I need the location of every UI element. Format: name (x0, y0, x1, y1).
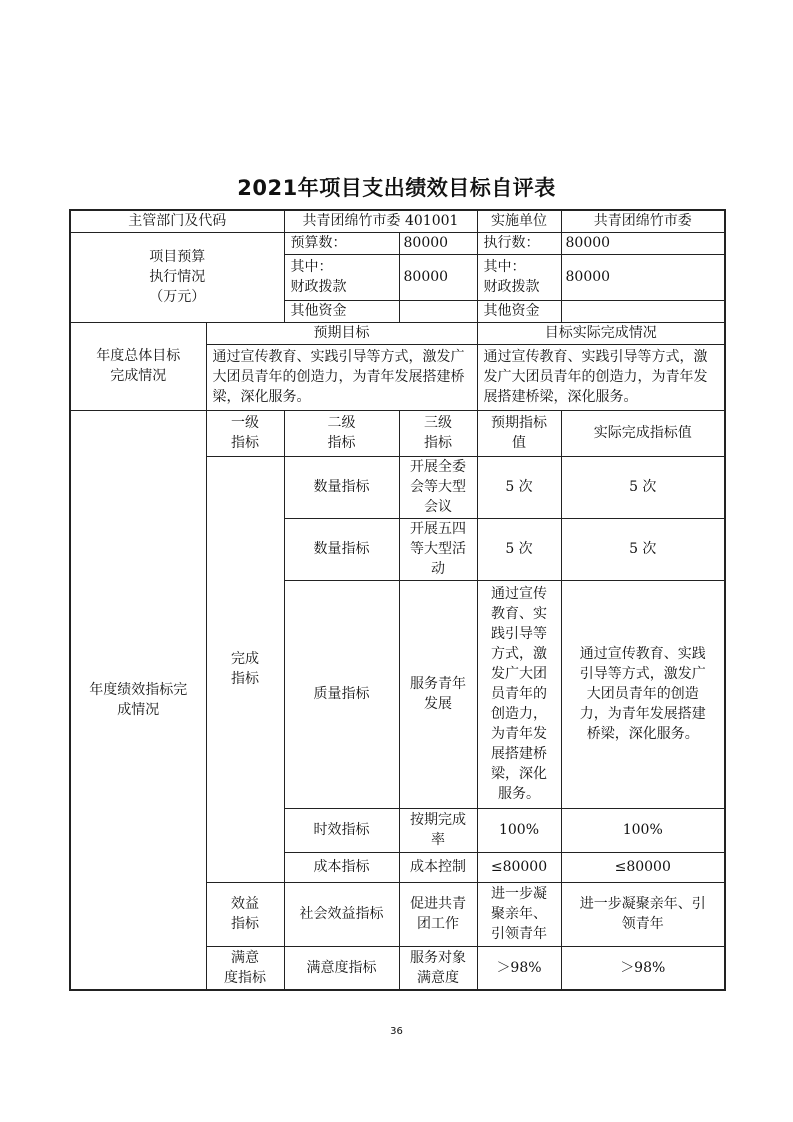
fiscal-value-right: 80000 (561, 254, 725, 300)
indicators-section-label: 年度绩效指标完 成情况 (70, 410, 206, 990)
budget-label: 预算数： (284, 232, 399, 254)
budget-value: 80000 (399, 232, 477, 254)
page-number: 36 (390, 1026, 403, 1037)
expected-cell: 5 次 (477, 456, 561, 518)
benefit-label: 效益 指标 (206, 882, 284, 946)
fiscal-value-left: 80000 (399, 254, 477, 300)
actual-cell: 100% (561, 808, 725, 852)
level1-header: 一级 指标 (206, 410, 284, 456)
level3-cell: 开展全委 会等大型 会议 (399, 456, 477, 518)
goals-header-row (70, 322, 725, 344)
level2-header: 二级 指标 (284, 410, 399, 456)
impl-value: 共青团绵竹市委 (561, 210, 725, 232)
satisfaction-label: 满意 度指标 (206, 946, 284, 990)
level3-cell: 成本控制 (399, 852, 477, 882)
exec-label: 执行数： (477, 232, 561, 254)
level2-cell: 数量指标 (284, 456, 399, 518)
level2-cell: 数量指标 (284, 518, 399, 580)
expected-cell: 进一步凝 聚亲年、 引领青年 (477, 882, 561, 946)
page-title: 2021年项目支出绩效目标自评表 (237, 176, 556, 200)
actual-goal-header: 目标实际完成情况 (477, 322, 725, 344)
expected-cell: ≤80000 (477, 852, 561, 882)
level3-cell: 服务对象 满意度 (399, 946, 477, 990)
level2-cell: 成本指标 (284, 852, 399, 882)
level2-cell: 质量指标 (284, 580, 399, 808)
level3-cell: 服务青年 发展 (399, 580, 477, 808)
level2-cell: 时效指标 (284, 808, 399, 852)
other-label-right: 其他资金 (477, 300, 561, 322)
actual-cell: 5 次 (561, 518, 725, 580)
fiscal-label-right: 其中： 财政拨款 (477, 254, 561, 300)
goals-section-label: 年度总体目标 完成情况 (70, 322, 206, 410)
fiscal-label-left: 其中： 财政拨款 (284, 254, 399, 300)
indicators-header-row (70, 410, 725, 456)
budget-row (70, 232, 725, 254)
actual-cell: 进一步凝聚亲年、引 领青年 (561, 882, 725, 946)
actual-cell: ＞98% (561, 946, 725, 990)
completion-label: 完成 指标 (206, 456, 284, 882)
expected-cell: 100% (477, 808, 561, 852)
expected-cell: 5 次 (477, 518, 561, 580)
dept-label: 主管部门及代码 (70, 210, 284, 232)
actual-cell: ≤80000 (561, 852, 725, 882)
level3-cell: 开展五四 等大型活 动 (399, 518, 477, 580)
level3-cell: 按期完成 率 (399, 808, 477, 852)
level2-cell: 社会效益指标 (284, 882, 399, 946)
level3-cell: 促进共青 团工作 (399, 882, 477, 946)
exec-value: 80000 (561, 232, 725, 254)
expected-goal-header: 预期目标 (206, 322, 477, 344)
performance-table (69, 209, 726, 991)
expected-cell: ＞98% (477, 946, 561, 990)
other-label-left: 其他资金 (284, 300, 399, 322)
actual-cell: 通过宣传教育、实践 引导等方式，激发广 大团员青年的创造 力，为青年发展搭建 桥梁，深化服务。 (561, 580, 725, 808)
actual-goal-text: 通过宣传教育、实践引导等方式，激发广大团员青年的创造力，为青年发展搭建桥梁，深化服务。 (477, 344, 725, 410)
other-value-right (561, 300, 725, 322)
budget-section-label: 项目预算 执行情况 （万元） (70, 232, 284, 322)
other-value-left (399, 300, 477, 322)
impl-label: 实施单位 (477, 210, 561, 232)
expected-cell: 通过宣传 教育、实 践引导等 方式，激 发广大团 员青年的 创造力， 为青年发 展搭建桥 梁，深化 服务。 (477, 580, 561, 808)
actual-value-header: 实际完成指标值 (561, 410, 725, 456)
expected-goal-text: 通过宣传教育、实践引导等方式，激发广大团员青年的创造力，为青年发展搭建桥梁，深化服务。 (206, 344, 477, 410)
level3-header: 三级 指标 (399, 410, 477, 456)
expected-value-header: 预期指标 值 (477, 410, 561, 456)
actual-cell: 5 次 (561, 456, 725, 518)
level2-cell: 满意度指标 (284, 946, 399, 990)
dept-row (70, 210, 725, 232)
dept-value: 共青团绵竹市委 401001 (284, 210, 477, 232)
